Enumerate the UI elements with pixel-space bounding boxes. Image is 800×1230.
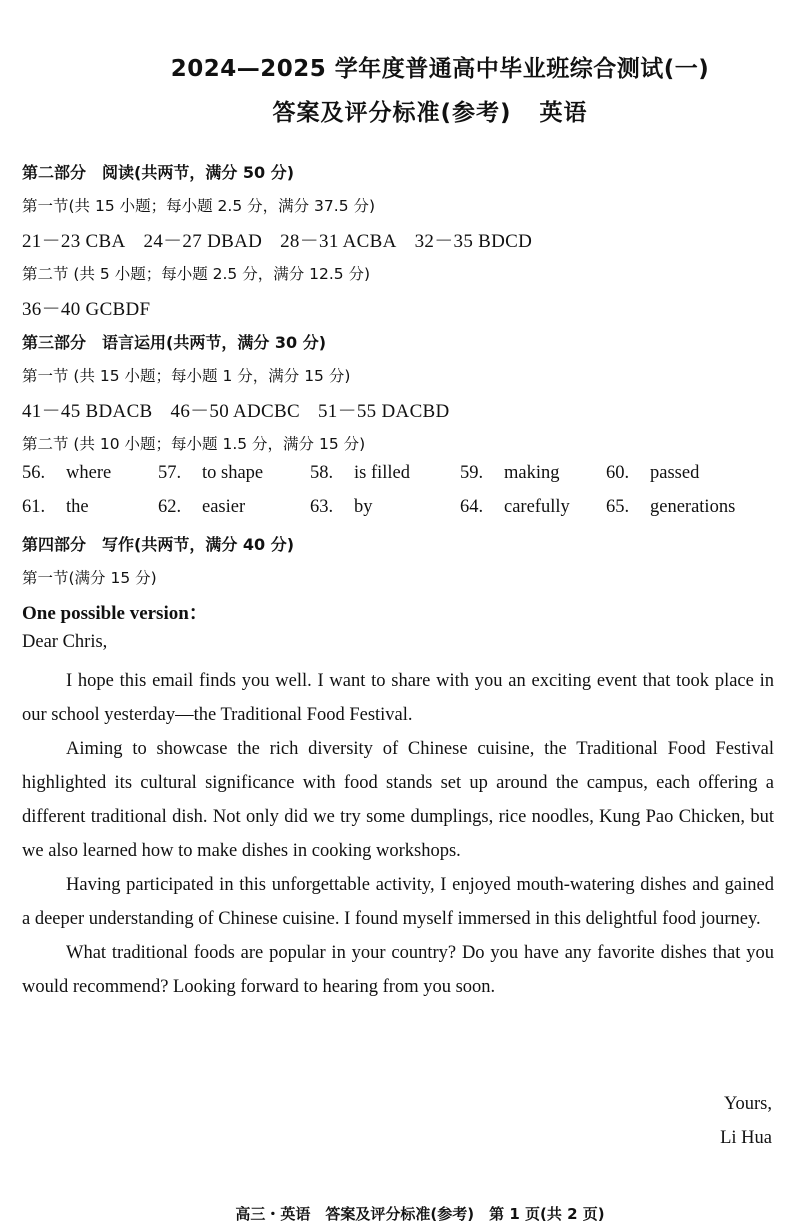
- letter-paragraph: What traditional foods are popular in your country? Do you have any favorite dishes that you would recommend? Looking forward to hearing from you soon.: [22, 943, 774, 997]
- answer-text: by: [354, 497, 373, 517]
- answer-text: is filled: [354, 463, 411, 483]
- answer-cell: [158, 463, 263, 484]
- part3-section1-heading: 第一节 (共 15 小题；每小题 1 分，满分 15 分): [22, 367, 351, 385]
- part2-section1-answers: [22, 226, 550, 253]
- answer-cell: [310, 463, 410, 484]
- answer-cell: [460, 497, 570, 518]
- question-number: 64.: [460, 497, 484, 517]
- answer-text: making: [504, 463, 560, 483]
- question-number: 62.: [158, 497, 182, 517]
- answer-text: the: [66, 497, 89, 517]
- question-number: 57.: [158, 463, 182, 483]
- answer-text: generations: [650, 497, 736, 517]
- part3-section1-answers: [22, 396, 468, 423]
- answer-text: easier: [202, 497, 246, 517]
- question-number: 65.: [606, 497, 630, 517]
- document-subtitle: [0, 94, 800, 127]
- answer-group: 46－50 ADCBC: [170, 401, 300, 422]
- answer-text: to shape: [202, 463, 264, 483]
- letter-body: [22, 664, 774, 1004]
- answer-group: 28－31 ACBA: [280, 231, 397, 252]
- part2-section2-answers: [22, 294, 168, 321]
- letter-paragraph: I hope this email finds you well. I want to share with you an exciting event that took place in our school yesterday—the Traditional Food Festival.: [22, 671, 774, 725]
- subtitle-text: 答案及评分标准(参考): [272, 100, 512, 126]
- answer-cell: [606, 497, 735, 518]
- question-number: 59.: [460, 463, 484, 483]
- letter-signature: Li Hua: [720, 1128, 772, 1148]
- part2-heading: 第二部分 阅读(共两节，满分 50 分): [22, 163, 295, 182]
- answer-cell: [606, 463, 699, 484]
- letter-closing: Yours,: [724, 1094, 772, 1114]
- answer-group: 32－35 BDCD: [414, 231, 533, 252]
- answer-cell: [158, 497, 245, 518]
- answer-text: carefully: [504, 497, 570, 517]
- sample-version-label: One possible version：: [22, 603, 208, 624]
- letter-paragraph: Aiming to showcase the rich diversity of Chinese cuisine, the Traditional Food Festival highlighted its cultural significance with food stands set up around the campus, each offering a different traditional dish. Not only did we try some dumplings, rice noodles, Kung Pao Chicken, but we also learned how to make dishes in cooking workshops.: [22, 739, 774, 861]
- answer-cell: [22, 463, 111, 484]
- answer-text: where: [66, 463, 112, 483]
- part4-section1-heading: 第一节(满分 15 分): [22, 569, 157, 587]
- subject-label: 英语: [539, 100, 588, 126]
- answer-cell: [310, 497, 373, 518]
- answer-row-2: [22, 497, 782, 523]
- answer-cell: [22, 497, 89, 518]
- answer-group: 24－27 DBAD: [143, 231, 263, 252]
- part3-heading: 第三部分 语言运用(共两节，满分 30 分): [22, 333, 327, 352]
- question-number: 56.: [22, 463, 46, 483]
- answer-text: passed: [650, 463, 700, 483]
- question-number: 60.: [606, 463, 630, 483]
- answer-row-1: [22, 463, 782, 489]
- answer-group: 36－40 GCBDF: [22, 299, 151, 320]
- letter-paragraph: Having participated in this unforgettable activity, I enjoyed mouth-watering dishes and gained a deeper understanding of Chinese cuisine. I found myself immersed in this delightful food journey.: [22, 875, 774, 929]
- part2-section2-heading: 第二节 (共 5 小题；每小题 2.5 分，满分 12.5 分): [22, 265, 371, 283]
- part3-section2-heading: 第二节 (共 10 小题；每小题 1.5 分，满分 15 分): [22, 435, 366, 453]
- part4-heading: 第四部分 写作(共两节，满分 40 分): [22, 535, 295, 554]
- answer-group: 51－55 DACBD: [317, 401, 450, 422]
- page-footer: 高三・英语 答案及评分标准(参考) 第 1 页(共 2 页): [235, 1205, 605, 1223]
- answer-cell: [460, 463, 560, 484]
- question-number: 58.: [310, 463, 334, 483]
- answer-group: 21－23 CBA: [22, 231, 126, 252]
- letter-greeting: Dear Chris,: [22, 632, 108, 652]
- answer-group: 41－45 BDACB: [22, 401, 153, 422]
- part2-section1-heading: 第一节(共 15 小题；每小题 2.5 分，满分 37.5 分): [22, 197, 376, 215]
- document-title: 2024—2025 学年度普通高中毕业班综合测试(一): [170, 56, 710, 82]
- question-number: 63.: [310, 497, 334, 517]
- question-number: 61.: [22, 497, 46, 517]
